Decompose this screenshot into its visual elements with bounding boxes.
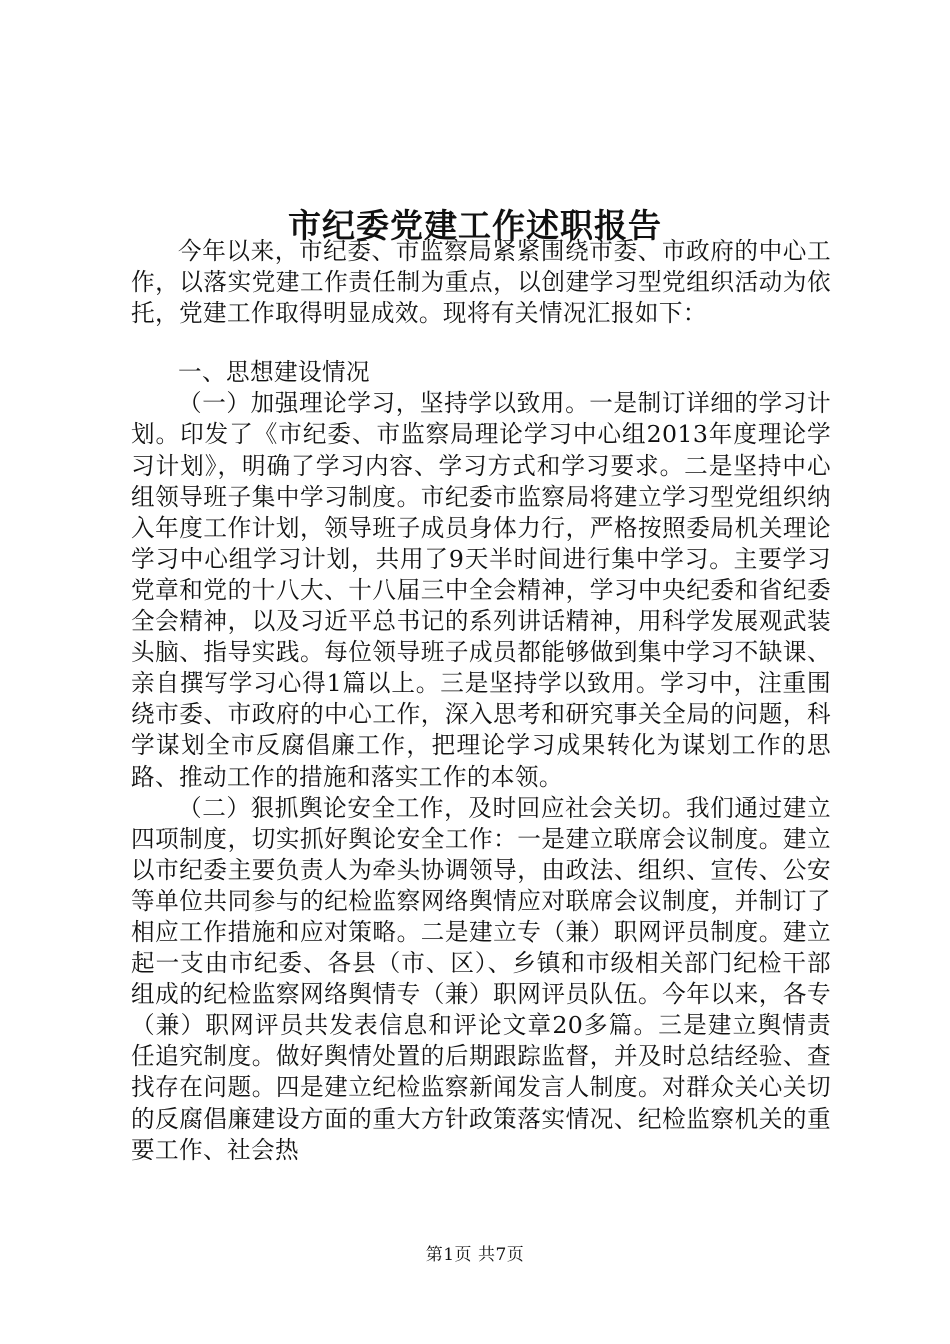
document-title: 市纪委党建工作述职报告 (288, 206, 662, 246)
document-body (131, 236, 831, 1166)
intro-paragraph: 今年以来，市纪委、市监察局紧紧围绕市委、市政府的中心工作，以落实党建工作责任制为重点，以创建学习型党组织活动为依托，党建工作取得明显成效。现将有关情况汇报如下： (131, 237, 831, 328)
body-paragraph: （二）狠抓舆论安全工作，及时回应社会关切。我们通过建立四项制度，切实抓好舆论安全工作：一是建立联席会议制度。建立以市纪委主要负责人为牵头协调领导，由政法、组织、宣传、公安等单位共同参与的纪检监察网络舆情应对联席会议制度，并制订了相应工作措施和应对策略。二是建立专（兼）职网评员制度。建立起一支由市纪委、各县（市、区）、乡镇和市级相关部门纪检干部组成的纪检监察网络舆情专（兼）职网评员队伍。今年以来，各专（兼）职网评员共发表信息和评论文章20多篇。三是建立舆情责任追究制度。做好舆情处置的后期跟踪监督，并及时总结经验、查找存在问题。四是建立纪检监察新闻发言人制度。对群众关心关切的反腐倡廉建设方面的重大方针政策落实情况、纪检监察机关的重要工作、社会热 (131, 793, 831, 1164)
body-paragraph: （一）加强理论学习，坚持学以致用。一是制订详细的学习计划。印发了《市纪委、市监察局理论学习中心组2013年度理论学习计划》，明确了学习内容、学习方式和学习要求。二是坚持中心组领导班子集中学习制度。市纪委市监察局将建立学习型党组织纳入年度工作计划，领导班子成员身体力行，严格按照委局机关理论学习中心组学习计划，共用了9天半时间进行集中学习。主要学习党章和党的十八大、十八届三中全会精神，学习中央纪委和省纪委全会精神，以及习近平总书记的系列讲话精神，用科学发展观武装头脑、指导实践。每位领导班子成员都能够做到集中学习不缺课、亲自撰写学习心得1篇以上。三是坚持学以致用。学习中，注重围绕市委、市政府的中心工作，深入思考和研究事关全局的问题，科学谋划全市反腐倡廉工作，把理论学习成果转化为谋划工作的思路、推动工作的措施和落实工作的本领。 (131, 389, 831, 791)
page-number: 第1页 共7页 (425, 1245, 525, 1265)
section-heading: 一、思想建设情况 (178, 358, 370, 387)
